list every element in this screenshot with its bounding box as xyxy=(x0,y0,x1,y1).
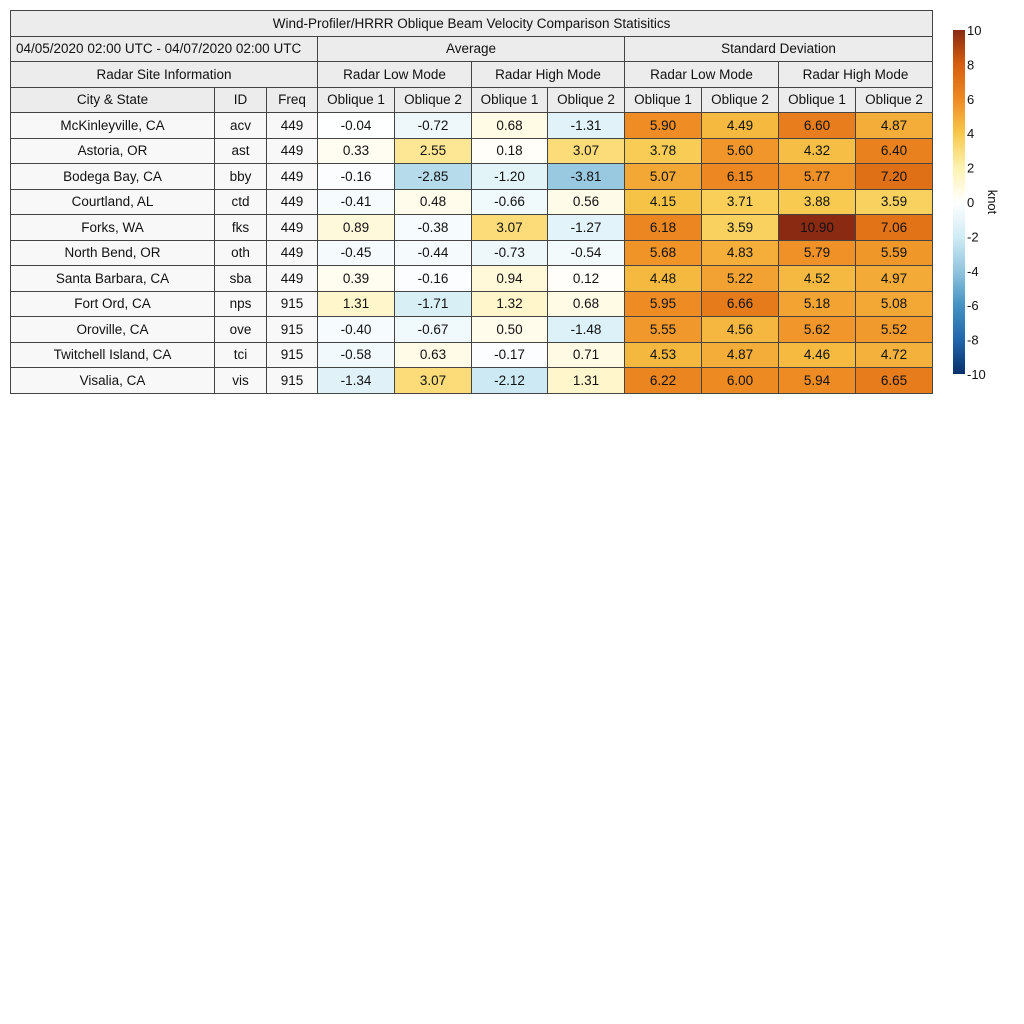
table-row xyxy=(11,291,933,317)
statistics-table xyxy=(10,10,933,394)
std-low-oblique-1-cell: 6.18 xyxy=(625,215,702,241)
id-cell: fks xyxy=(215,215,267,241)
table-row xyxy=(11,368,933,394)
colorbar-tick-label: -8 xyxy=(967,332,979,348)
id-cell: oth xyxy=(215,240,267,266)
std-low-oblique-2-cell: 3.71 xyxy=(702,189,779,215)
city-cell: Oroville, CA xyxy=(11,317,215,343)
std-low-oblique-2-cell: 6.00 xyxy=(702,368,779,394)
std-low-mode-header: Radar Low Mode xyxy=(625,62,779,88)
id-cell: ast xyxy=(215,138,267,164)
std-low-oblique-1-cell: 5.07 xyxy=(625,164,702,190)
std-high-oblique-1-cell: 4.46 xyxy=(779,342,856,368)
std-low-oblique-1-cell: 4.15 xyxy=(625,189,702,215)
std-high-mode-header: Radar High Mode xyxy=(779,62,933,88)
std-high-oblique-2-cell: 3.59 xyxy=(856,189,933,215)
std-high-oblique-1-cell: 6.60 xyxy=(779,113,856,139)
avg-low-oblique-2-header: Oblique 2 xyxy=(395,87,472,113)
std-high-oblique-1-cell: 5.62 xyxy=(779,317,856,343)
avg-low-oblique-1-cell: 0.39 xyxy=(318,266,395,292)
std-high-oblique-2-cell: 4.87 xyxy=(856,113,933,139)
std-high-oblique-2-cell: 4.72 xyxy=(856,342,933,368)
std-high-oblique-2-cell: 5.08 xyxy=(856,291,933,317)
avg-low-oblique-2-cell: -0.72 xyxy=(395,113,472,139)
avg-high-oblique-2-cell: -3.81 xyxy=(548,164,625,190)
group-header-row xyxy=(11,36,933,62)
avg-low-oblique-1-cell: -0.41 xyxy=(318,189,395,215)
freq-cell: 915 xyxy=(267,342,318,368)
avg-low-oblique-1-cell: 0.89 xyxy=(318,215,395,241)
table-row xyxy=(11,138,933,164)
average-high-mode-header: Radar High Mode xyxy=(472,62,625,88)
avg-low-oblique-1-cell: -0.45 xyxy=(318,240,395,266)
std-high-oblique-2-cell: 6.40 xyxy=(856,138,933,164)
id-cell: ove xyxy=(215,317,267,343)
avg-low-oblique-1-cell: 0.33 xyxy=(318,138,395,164)
std-low-oblique-1-cell: 5.90 xyxy=(625,113,702,139)
std-high-oblique-1-cell: 3.88 xyxy=(779,189,856,215)
std-high-oblique-2-cell: 7.20 xyxy=(856,164,933,190)
avg-high-oblique-1-cell: -0.73 xyxy=(472,240,548,266)
colorbar-tick-label: 8 xyxy=(967,57,975,73)
avg-high-oblique-2-cell: 1.31 xyxy=(548,368,625,394)
freq-cell: 915 xyxy=(267,368,318,394)
colorbar-tick-label: 6 xyxy=(967,91,975,107)
std-low-oblique-1-cell: 6.22 xyxy=(625,368,702,394)
avg-high-oblique-1-cell: -0.17 xyxy=(472,342,548,368)
id-cell: vis xyxy=(215,368,267,394)
avg-high-oblique-1-cell: -0.66 xyxy=(472,189,548,215)
avg-low-oblique-1-cell: -0.58 xyxy=(318,342,395,368)
city-cell: Twitchell Island, CA xyxy=(11,342,215,368)
mode-header-row xyxy=(11,62,933,88)
average-low-mode-header: Radar Low Mode xyxy=(318,62,472,88)
id-cell: bby xyxy=(215,164,267,190)
id-column-header: ID xyxy=(215,87,267,113)
avg-high-oblique-2-cell: 0.56 xyxy=(548,189,625,215)
id-cell: tci xyxy=(215,342,267,368)
freq-cell: 449 xyxy=(267,189,318,215)
freq-cell: 915 xyxy=(267,291,318,317)
colorbar-gradient xyxy=(953,30,965,374)
avg-high-oblique-2-cell: 0.71 xyxy=(548,342,625,368)
std-low-oblique-2-cell: 5.60 xyxy=(702,138,779,164)
avg-low-oblique-1-cell: -0.40 xyxy=(318,317,395,343)
std-low-oblique-2-cell: 3.59 xyxy=(702,215,779,241)
avg-high-oblique-1-cell: 1.32 xyxy=(472,291,548,317)
std-low-oblique-2-cell: 4.49 xyxy=(702,113,779,139)
table-row xyxy=(11,266,933,292)
std-low-oblique-2-cell: 4.83 xyxy=(702,240,779,266)
colorbar-tick-label: -2 xyxy=(967,229,979,245)
std-high-oblique-1-cell: 4.32 xyxy=(779,138,856,164)
id-cell: sba xyxy=(215,266,267,292)
id-cell: nps xyxy=(215,291,267,317)
avg-high-oblique-1-cell: -1.20 xyxy=(472,164,548,190)
std-low-oblique-2-cell: 4.87 xyxy=(702,342,779,368)
freq-cell: 449 xyxy=(267,240,318,266)
avg-high-oblique-2-header: Oblique 2 xyxy=(548,87,625,113)
colorbar-tick-label: 0 xyxy=(967,195,975,210)
freq-cell: 449 xyxy=(267,113,318,139)
colorbar-tick-label: 4 xyxy=(967,126,975,142)
avg-high-oblique-2-cell: 0.12 xyxy=(548,266,625,292)
avg-low-oblique-1-cell: 1.31 xyxy=(318,291,395,317)
average-group-header: Average xyxy=(318,36,625,62)
std-low-oblique-2-header: Oblique 2 xyxy=(702,87,779,113)
title-row xyxy=(11,11,933,37)
colorbar-tick-label: -4 xyxy=(967,263,979,279)
id-cell: ctd xyxy=(215,189,267,215)
table-row xyxy=(11,113,933,139)
period-label: 04/05/2020 02:00 UTC - 04/07/2020 02:00 UTC xyxy=(11,36,318,62)
table-row xyxy=(11,317,933,343)
city-cell: Astoria, OR xyxy=(11,138,215,164)
std-low-oblique-2-cell: 6.15 xyxy=(702,164,779,190)
table-row xyxy=(11,215,933,241)
std-low-oblique-2-cell: 4.56 xyxy=(702,317,779,343)
freq-column-header: Freq xyxy=(267,87,318,113)
std-high-oblique-2-header: Oblique 2 xyxy=(856,87,933,113)
freq-cell: 449 xyxy=(267,215,318,241)
site-info-header: Radar Site Information xyxy=(11,62,318,88)
std-group-header: Standard Deviation xyxy=(625,36,933,62)
std-low-oblique-2-cell: 5.22 xyxy=(702,266,779,292)
avg-low-oblique-1-cell: -0.16 xyxy=(318,164,395,190)
std-low-oblique-1-header: Oblique 1 xyxy=(625,87,702,113)
avg-low-oblique-2-cell: 2.55 xyxy=(395,138,472,164)
id-cell: acv xyxy=(215,113,267,139)
city-cell: McKinleyville, CA xyxy=(11,113,215,139)
colorbar xyxy=(948,23,1018,386)
city-column-header: City & State xyxy=(11,87,215,113)
std-low-oblique-1-cell: 5.95 xyxy=(625,291,702,317)
colorbar-tick-label: -10 xyxy=(967,367,986,382)
std-high-oblique-2-cell: 4.97 xyxy=(856,266,933,292)
std-low-oblique-1-cell: 3.78 xyxy=(625,138,702,164)
avg-high-oblique-1-cell: 0.94 xyxy=(472,266,548,292)
avg-low-oblique-1-cell: -1.34 xyxy=(318,368,395,394)
table-row xyxy=(11,342,933,368)
colorbar-tick-label: 10 xyxy=(967,23,982,38)
std-high-oblique-1-cell: 4.52 xyxy=(779,266,856,292)
city-cell: North Bend, OR xyxy=(11,240,215,266)
avg-low-oblique-2-cell: -2.85 xyxy=(395,164,472,190)
avg-low-oblique-1-header: Oblique 1 xyxy=(318,87,395,113)
city-cell: Santa Barbara, CA xyxy=(11,266,215,292)
avg-low-oblique-2-cell: -0.67 xyxy=(395,317,472,343)
avg-low-oblique-2-cell: -0.44 xyxy=(395,240,472,266)
city-cell: Visalia, CA xyxy=(11,368,215,394)
colorbar-unit-label: knot xyxy=(985,189,1000,215)
colorbar-tick-label: -6 xyxy=(967,298,979,314)
avg-high-oblique-2-cell: 0.68 xyxy=(548,291,625,317)
std-high-oblique-1-cell: 5.79 xyxy=(779,240,856,266)
city-cell: Courtland, AL xyxy=(11,189,215,215)
std-high-oblique-1-cell: 5.77 xyxy=(779,164,856,190)
avg-low-oblique-2-cell: 3.07 xyxy=(395,368,472,394)
avg-low-oblique-2-cell: -0.38 xyxy=(395,215,472,241)
std-low-oblique-1-cell: 5.68 xyxy=(625,240,702,266)
table-row xyxy=(11,240,933,266)
freq-cell: 449 xyxy=(267,266,318,292)
table-title: Wind-Profiler/HRRR Oblique Beam Velocity Comparison Statisitics xyxy=(11,11,933,37)
std-high-oblique-2-cell: 7.06 xyxy=(856,215,933,241)
std-high-oblique-2-cell: 5.52 xyxy=(856,317,933,343)
column-header-row xyxy=(11,87,933,113)
table-row xyxy=(11,189,933,215)
avg-high-oblique-1-cell: 0.68 xyxy=(472,113,548,139)
avg-high-oblique-2-cell: -1.48 xyxy=(548,317,625,343)
avg-high-oblique-1-header: Oblique 1 xyxy=(472,87,548,113)
std-low-oblique-1-cell: 5.55 xyxy=(625,317,702,343)
avg-low-oblique-2-cell: -0.16 xyxy=(395,266,472,292)
std-high-oblique-2-cell: 6.65 xyxy=(856,368,933,394)
std-low-oblique-1-cell: 4.53 xyxy=(625,342,702,368)
freq-cell: 449 xyxy=(267,138,318,164)
std-high-oblique-1-cell: 10.90 xyxy=(779,215,856,241)
avg-high-oblique-2-cell: -1.27 xyxy=(548,215,625,241)
city-cell: Forks, WA xyxy=(11,215,215,241)
avg-high-oblique-2-cell: 3.07 xyxy=(548,138,625,164)
avg-low-oblique-1-cell: -0.04 xyxy=(318,113,395,139)
std-high-oblique-2-cell: 5.59 xyxy=(856,240,933,266)
avg-low-oblique-2-cell: 0.63 xyxy=(395,342,472,368)
avg-high-oblique-1-cell: 0.50 xyxy=(472,317,548,343)
avg-low-oblique-2-cell: -1.71 xyxy=(395,291,472,317)
city-cell: Fort Ord, CA xyxy=(11,291,215,317)
table-row xyxy=(11,164,933,190)
avg-high-oblique-2-cell: -0.54 xyxy=(548,240,625,266)
freq-cell: 449 xyxy=(267,164,318,190)
std-high-oblique-1-header: Oblique 1 xyxy=(779,87,856,113)
std-high-oblique-1-cell: 5.18 xyxy=(779,291,856,317)
std-low-oblique-2-cell: 6.66 xyxy=(702,291,779,317)
avg-low-oblique-2-cell: 0.48 xyxy=(395,189,472,215)
avg-high-oblique-1-cell: -2.12 xyxy=(472,368,548,394)
std-low-oblique-1-cell: 4.48 xyxy=(625,266,702,292)
avg-high-oblique-1-cell: 0.18 xyxy=(472,138,548,164)
city-cell: Bodega Bay, CA xyxy=(11,164,215,190)
freq-cell: 915 xyxy=(267,317,318,343)
avg-high-oblique-2-cell: -1.31 xyxy=(548,113,625,139)
colorbar-tick-label: 2 xyxy=(967,160,975,176)
avg-high-oblique-1-cell: 3.07 xyxy=(472,215,548,241)
std-high-oblique-1-cell: 5.94 xyxy=(779,368,856,394)
